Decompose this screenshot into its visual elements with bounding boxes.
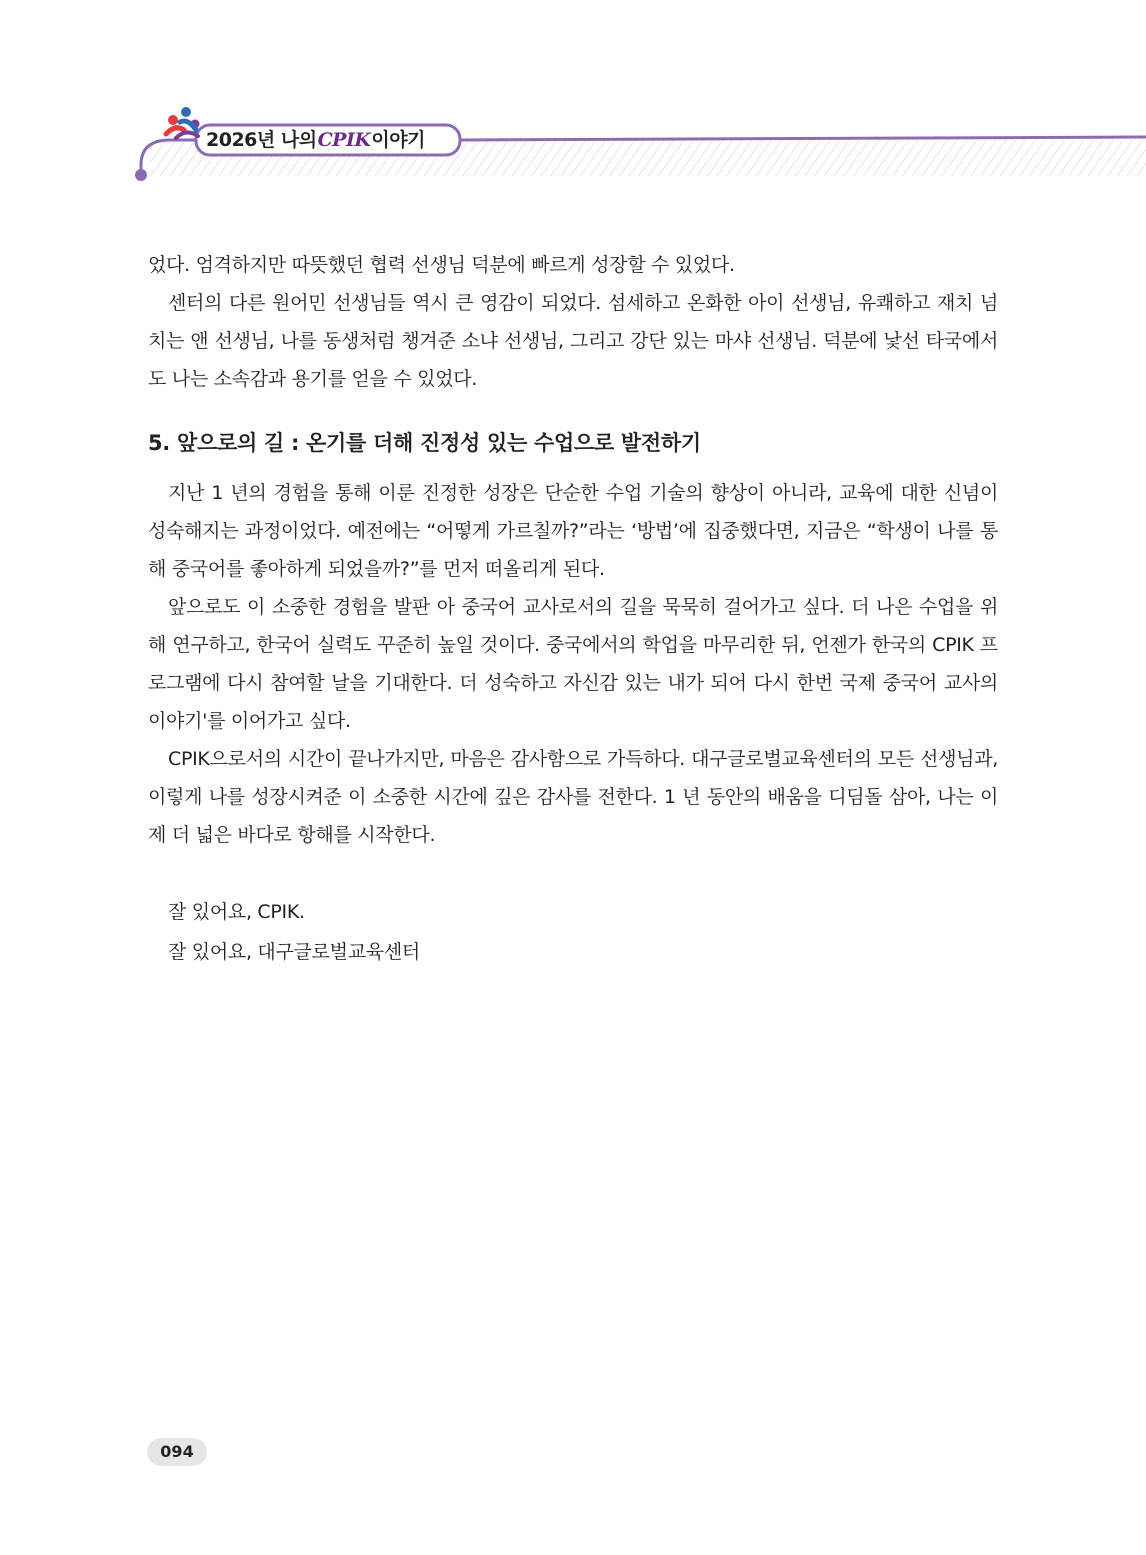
- header-title: [206, 125, 425, 155]
- closing-line: 잘 있어요, 대구글로벌교육센터: [168, 941, 420, 963]
- header-decoration: [0, 0, 1146, 200]
- header-title-suffix: 이야기: [371, 129, 425, 151]
- paragraph: 었다. 엄격하지만 따뜻했던 협력 선생님 덕분에 빠르게 성장할 수 있었다.: [148, 254, 735, 276]
- page-number: 094: [147, 1438, 207, 1466]
- header-title-prefix: 2026년 나의: [206, 129, 317, 151]
- paragraph: 지난 1 년의 경험을 통해 이룬 진정한 성장은 단순한 수업 기술의 향상이 아니라, 교육에 대한 신념이 성숙해지는 과정이었다. 예전에는 “어떻게 가르칠까?”라는 ‘방법’에 집중했다면, 지금은 “학생이 나를 통해 중국어를 좋아하게 되었을까?”를 먼저 떠올리게 된다.: [148, 482, 998, 580]
- closing-lines: [148, 892, 998, 972]
- page-content: [148, 246, 998, 972]
- paragraph: 앞으로도 이 소중한 경험을 발판 아 중국어 교사로서의 길을 묵묵히 걸어가고 싶다. 더 나은 수업을 위해 연구하고, 한국어 실력도 꾸준히 높일 것이다. 중국에서의 학업을 마무리한 뒤, 언젠가 한국의 CPIK 프로그램에 다시 참여할 날을 기대한다. 더 성숙하고 자신감 있는 내가 되어 다시 한번 국제 중국어 교사의 이야기'를 이어가고 싶다.: [148, 596, 998, 732]
- paragraph: 센터의 다른 원어민 선생님들 역시 큰 영감이 되었다. 섬세하고 온화한 아이 선생님, 유쾌하고 재치 넘치는 앤 선생님, 나를 동생처럼 챙겨준 소냐 선생님, 그리고 강단 있는 마샤 선생님. 덕분에 낯선 타국에서도 나는 소속감과 용기를 얻을 수 있었다.: [148, 292, 998, 390]
- page-header: [0, 0, 1146, 200]
- closing-line: 잘 있어요, CPIK.: [168, 901, 305, 923]
- people-star-logo-icon: [166, 107, 200, 138]
- header-title-brand: CPIK: [317, 129, 371, 151]
- paragraph: CPIK으로서의 시간이 끝나가지만, 마음은 감사함으로 가득하다. 대구글로벌교육센터의 모든 선생님과, 이렇게 나를 성장시켜준 이 소중한 시간에 깊은 감사를 전한다. 1 년 동안의 배움을 디딤돌 삼아, 나는 이제 더 넓은 바다로 항해를 시작한다.: [148, 748, 998, 846]
- section-title: 5. 앞으로의 길 : 온기를 더해 진정성 있는 수업으로 발전하기: [148, 431, 701, 455]
